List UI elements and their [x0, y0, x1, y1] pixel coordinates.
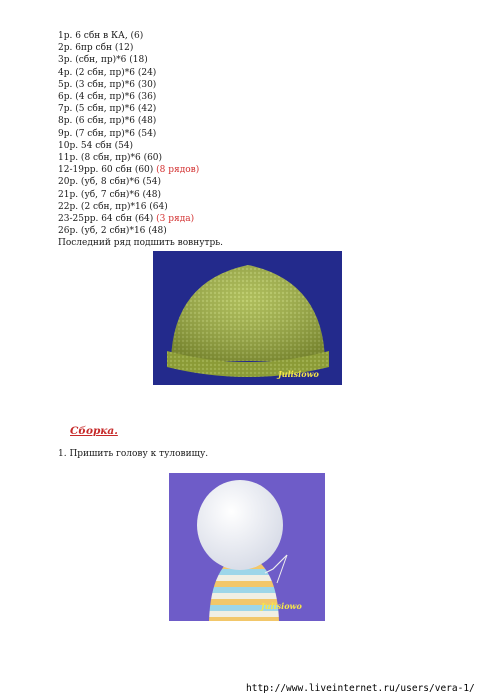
footer-url[interactable]: http://www.liveinternet.ru/users/vera-1/ [246, 683, 475, 694]
row-note: (3 ряда) [156, 214, 195, 225]
row-text: 21р. (уб, 7 сбн)*6 (48) [58, 189, 161, 200]
instruction-row [58, 152, 223, 164]
row-text: 3р. (сбн, пр)*6 (18) [58, 55, 148, 66]
row-text: 22р. (2 сбн, пр)*16 (64) [58, 201, 168, 212]
row-note: (8 рядов) [156, 165, 200, 176]
instruction-row [58, 67, 223, 79]
row-text: 12-19рр. 60 сбн (60) [58, 165, 154, 176]
instruction-row [58, 128, 223, 140]
row-text: Последний ряд подшить вовнутрь. [58, 238, 224, 249]
hat-image [153, 251, 342, 385]
instruction-row [58, 42, 223, 54]
instruction-row [58, 115, 223, 127]
instruction-row [58, 103, 223, 115]
hat-photo [153, 251, 342, 385]
instruction-row [58, 189, 223, 201]
row-text: 26р. (уб, 2 сбн)*16 (48) [58, 226, 167, 237]
instruction-row [58, 91, 223, 103]
section-title: Сборка. [70, 425, 118, 437]
row-text: 20р. (уб, 8 сбн)*6 (54) [58, 177, 161, 188]
instruction-row [58, 30, 223, 42]
row-text: 2р. 6пр сбн (12) [58, 43, 134, 54]
instruction-row [58, 201, 223, 213]
instruction-rows [58, 30, 223, 250]
row-text: 8р. (6 сбн, пр)*6 (48) [58, 116, 157, 127]
doll-watermark: Julisiowo [261, 601, 302, 611]
instruction-row [58, 140, 223, 152]
doll-image [169, 473, 325, 621]
row-text: 11р. (8 сбн, пр)*6 (60) [58, 153, 163, 164]
row-text: 1р. 6 сбн в КА, (6) [58, 31, 144, 41]
row-text: 10р. 54 сбн (54) [58, 140, 134, 151]
row-text: 5р. (3 сбн, пр)*6 (30) [58, 79, 157, 90]
row-text: 4р. (2 сбн, пр)*6 (24) [58, 67, 157, 78]
row-text: 23-25рр. 64 сбн (64) [58, 214, 154, 225]
instruction-row [58, 164, 223, 176]
row-text: 7р. (5 сбн, пр)*6 (42) [58, 104, 157, 115]
instruction-row [58, 213, 223, 225]
doll-photo [169, 473, 325, 621]
instruction-row [58, 237, 223, 249]
hat-watermark: Julisiowo [278, 369, 319, 379]
instruction-row [58, 54, 223, 66]
instruction-row [58, 79, 223, 91]
step-1: 1. Пришить голову к туловищу. [58, 449, 209, 459]
instruction-row [58, 225, 223, 237]
row-text: 9р. (7 сбн, пр)*6 (54) [58, 128, 157, 139]
row-text: 6р. (4 сбн, пр)*6 (36) [58, 92, 157, 103]
instruction-row [58, 176, 223, 188]
